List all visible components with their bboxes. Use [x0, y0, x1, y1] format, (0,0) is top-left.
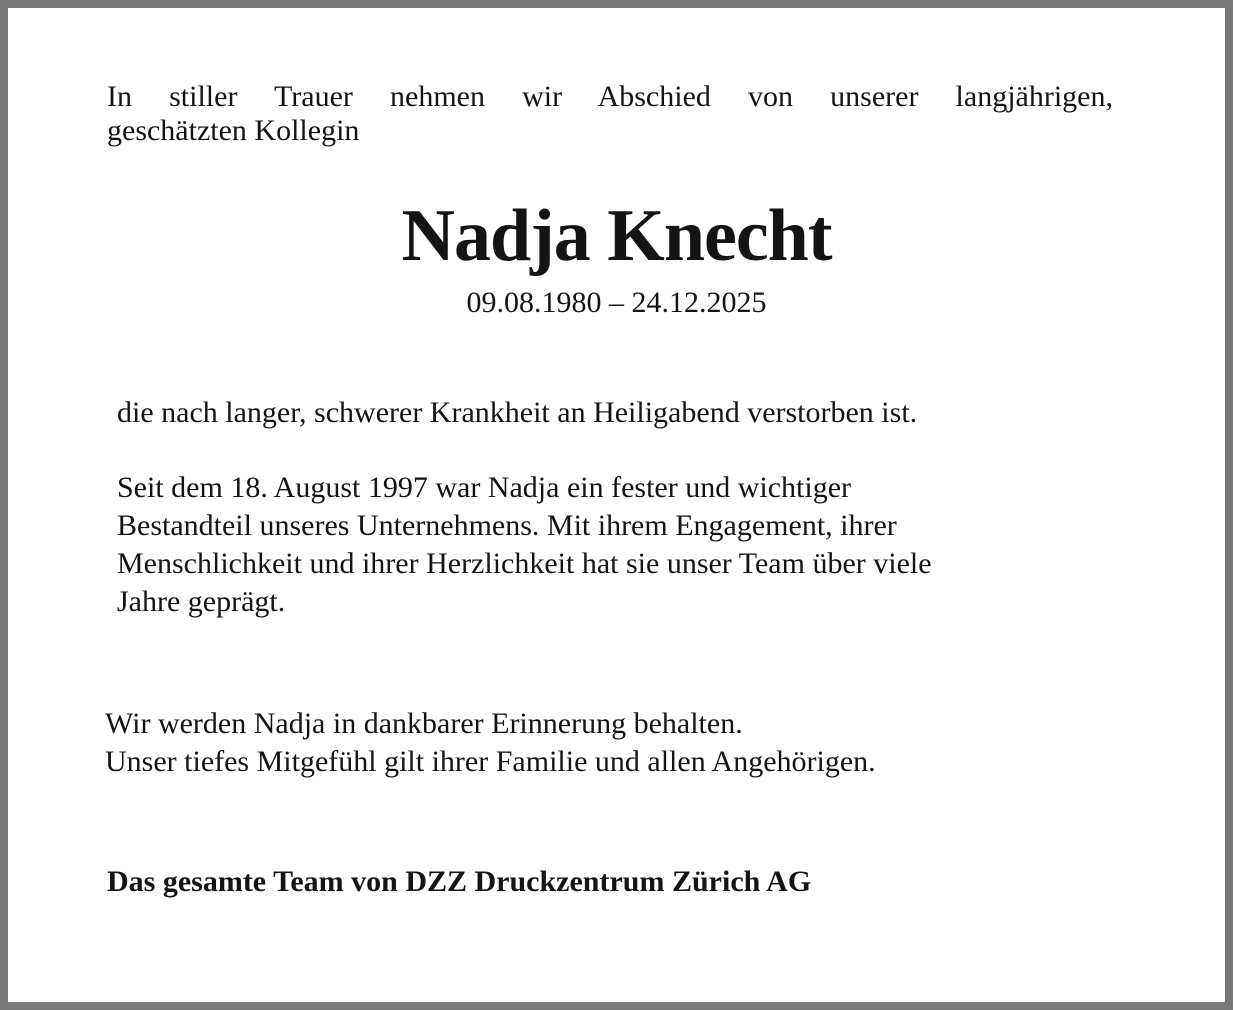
tribute-line: Bestandteil unseres Unternehmens. Mit ihrem Engagement, ihrer: [117, 509, 897, 542]
company-signature: Das gesamte Team von DZZ Druckzentrum Zürich AG: [107, 865, 812, 898]
death-statement: die nach langer, schwerer Krankheit an Heiligabend verstorben ist.: [117, 396, 918, 429]
remembrance-paragraph: [105, 705, 1145, 781]
remembrance-line: Unser tiefes Mitgefühl gilt ihrer Familie und allen Angehörigen.: [105, 745, 876, 778]
intro-line: In stiller Trauer nehmen wir Abschied von unserer langjährigen,: [107, 80, 1113, 113]
tribute-line: Menschlichkeit und ihrer Herzlichkeit hat sie unser Team über viele: [117, 547, 932, 580]
intro-text: [107, 80, 1113, 148]
remembrance-line: Wir werden Nadja in dankbarer Erinnerung behalten.: [105, 707, 743, 740]
tribute-paragraph: [117, 469, 1137, 621]
deceased-name: Nadja Knecht: [401, 195, 832, 277]
tribute-line: Seit dem 18. August 1997 war Nadja ein fester und wichtiger: [117, 471, 852, 504]
intro-line: geschätzten Kollegin: [107, 114, 360, 147]
tribute-line: Jahre geprägt.: [117, 585, 286, 618]
life-dates: 09.08.1980 – 24.12.2025: [466, 286, 767, 319]
